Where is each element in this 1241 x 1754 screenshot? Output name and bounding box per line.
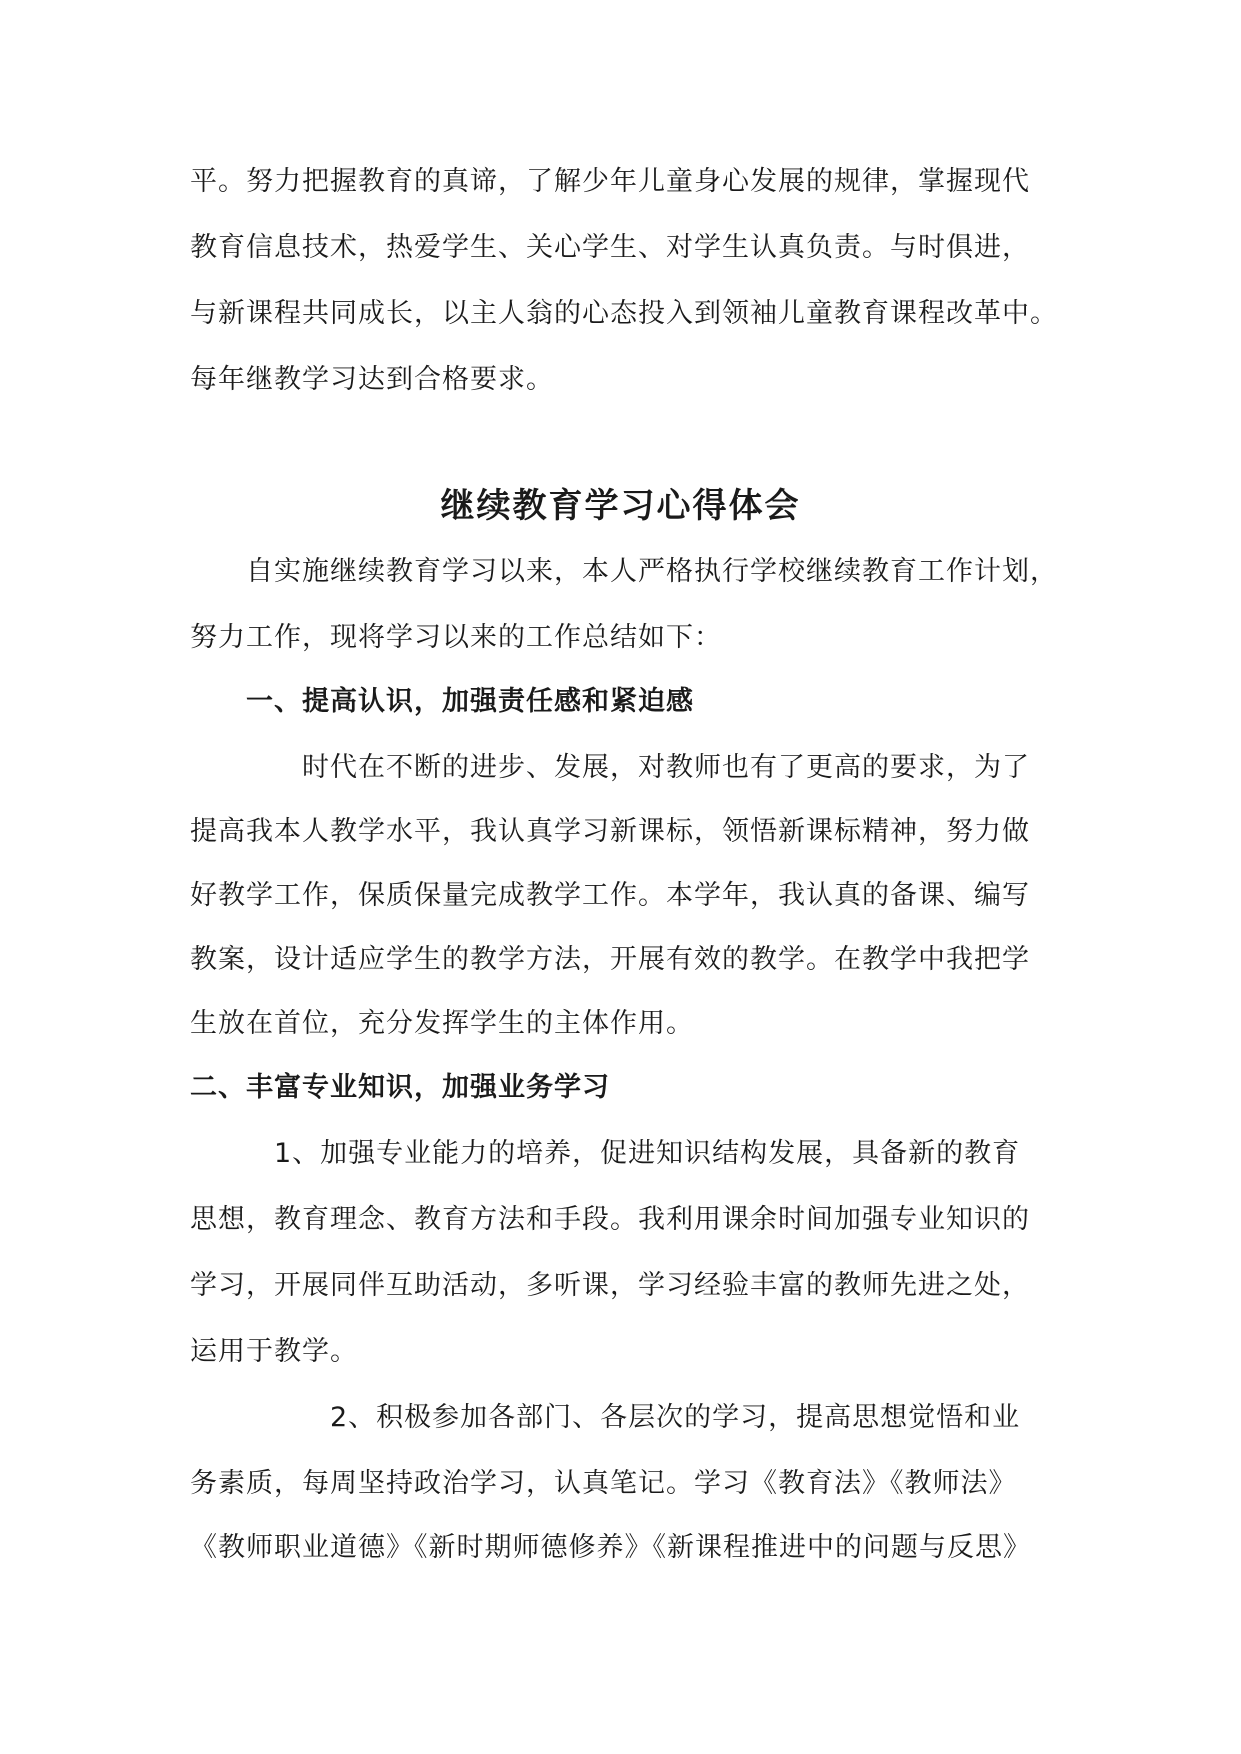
paragraph-line: 运用于教学。 [190,1336,358,1367]
opening-line: 努力工作，现将学习以来的工作总结如下： [190,622,722,653]
paragraph-line: 学习，开展同伴互助活动，多听课，学习经验丰富的教师先进之处， [190,1270,1030,1301]
opening-line: 自实施继续教育学习以来，本人严格执行学校继续教育工作计划， [246,556,1058,587]
intro-line: 教育信息技术，热爱学生、关心学生、对学生认真负责。与时俱进， [190,232,1030,263]
section-heading: 二、丰富专业知识，加强业务学习 [190,1072,610,1103]
paragraph-line: 1、加强专业能力的培养，促进知识结构发展，具备新的教育 [274,1138,1021,1169]
paragraph-line: 好教学工作，保质保量完成教学工作。本学年，我认真的备课、编写 [190,880,1030,911]
document-title: 继续教育学习心得体会 [440,486,801,526]
intro-line: 与新课程共同成长，以主人翁的心态投入到领袖儿童教育课程改革中。 [190,298,1058,329]
paragraph-line: 《教师职业道德》《新时期师德修养》《新课程推进中的问题与反思》 [190,1532,1031,1563]
paragraph-line: 生放在首位，充分发挥学生的主体作用。 [190,1008,694,1039]
paragraph-line: 务素质，每周坚持政治学习，认真笔记。学习《教育法》《教师法》 [190,1468,1017,1499]
paragraph-line: 时代在不断的进步、发展，对教师也有了更高的要求，为了 [302,752,1030,783]
paragraph-line: 教案，设计适应学生的教学方法，开展有效的教学。在教学中我把学 [190,944,1030,975]
intro-line: 平。努力把握教育的真谛，了解少年儿童身心发展的规律，掌握现代 [190,166,1030,197]
section-heading: 一、提高认识，加强责任感和紧迫感 [246,686,694,717]
paragraph-line: 2、积极参加各部门、各层次的学习，提高思想觉悟和业 [330,1402,1021,1433]
paragraph-line: 思想，教育理念、教育方法和手段。我利用课余时间加强专业知识的 [190,1204,1030,1235]
intro-line: 每年继教学习达到合格要求。 [190,364,554,395]
paragraph-line: 提高我本人教学水平，我认真学习新课标，领悟新课标精神，努力做 [190,816,1030,847]
